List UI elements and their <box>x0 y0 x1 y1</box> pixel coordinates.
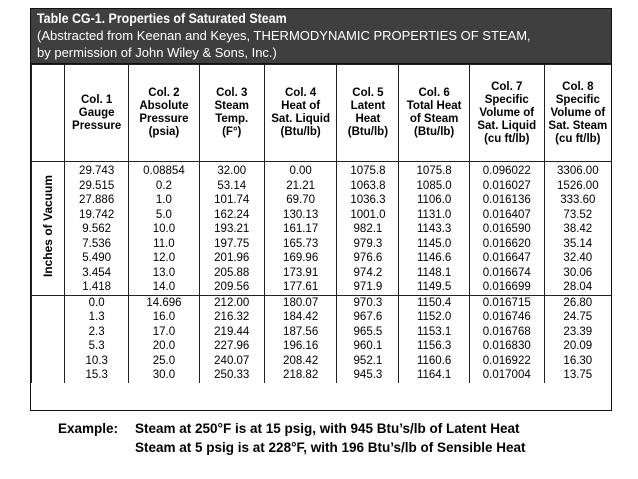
table-cell: 11.0 <box>129 237 199 252</box>
header-row <box>32 65 612 162</box>
table-cell: 0.00 <box>264 162 337 179</box>
table-cell: 0.096022 <box>469 162 544 179</box>
table-cell: 169.96 <box>264 251 337 266</box>
table-cell: 193.21 <box>199 222 264 237</box>
table-cell: 30.0 <box>129 368 199 383</box>
table-cell: 187.56 <box>264 325 337 340</box>
table-cell: 10.3 <box>65 354 129 369</box>
table-cell: 0.016922 <box>469 354 544 369</box>
table-cell: 0.2 <box>129 179 199 194</box>
example-label-spacer <box>58 438 135 457</box>
table-cell: 162.24 <box>199 208 264 223</box>
table-cell: 25.0 <box>129 354 199 369</box>
table-cell: 23.39 <box>544 325 611 340</box>
steam-table-document <box>30 8 612 411</box>
table-cell: 196.16 <box>264 339 337 354</box>
table-cell: 212.00 <box>199 295 264 310</box>
table-cell: 216.32 <box>199 310 264 325</box>
table-cell: 1148.1 <box>399 266 469 281</box>
table-cell: 1526.00 <box>544 179 611 194</box>
table-title: Table CG-1. Properties of Saturated Steam <box>37 11 287 26</box>
table-cell: 38.42 <box>544 222 611 237</box>
table-row <box>32 325 612 340</box>
table-cell: 1001.0 <box>337 208 399 223</box>
table-row <box>32 193 612 208</box>
table-cell: 16.30 <box>544 354 611 369</box>
table-cell: 1143.3 <box>399 222 469 237</box>
table-cell: 0.017004 <box>469 368 544 383</box>
table-cell: 24.75 <box>544 310 611 325</box>
table-cell: 7.536 <box>65 237 129 252</box>
table-cell: 208.42 <box>264 354 337 369</box>
table-cell: 1.0 <box>129 193 199 208</box>
table-cell: 1152.0 <box>399 310 469 325</box>
steam-properties-table <box>31 64 612 383</box>
table-cell: 979.3 <box>337 237 399 252</box>
table-cell: 1.3 <box>65 310 129 325</box>
table-cell: 10.0 <box>129 222 199 237</box>
example-row-1 <box>58 419 526 438</box>
table-cell: 13.75 <box>544 368 611 383</box>
table-cell: 161.17 <box>264 222 337 237</box>
table-cell: 0.016647 <box>469 251 544 266</box>
table-cell: 0.0 <box>65 295 129 310</box>
header-col-3: Col. 3 Steam Temp. (F°) <box>199 65 264 162</box>
example-label: Example: <box>58 421 119 436</box>
table-cell: 32.40 <box>544 251 611 266</box>
table-subtitle-line-1: (Abstracted from Keenan and Keyes, THERMODYNAMIC PROPERTIES OF STEAM, <box>37 28 531 43</box>
table-cell: 0.016830 <box>469 339 544 354</box>
header-col-6: Col. 6 Total Heat of Steam (Btu/lb) <box>399 65 469 162</box>
table-cell: 130.13 <box>264 208 337 223</box>
vacuum-side-label-cell <box>32 162 65 296</box>
table-cell: 952.1 <box>337 354 399 369</box>
table-cell: 0.016620 <box>469 237 544 252</box>
header-col-5: Col. 5 Latent Heat (Btu/lb) <box>337 65 399 162</box>
table-cell: 976.6 <box>337 251 399 266</box>
table-cell: 2.3 <box>65 325 129 340</box>
example-row-2 <box>58 438 526 457</box>
table-cell: 12.0 <box>129 251 199 266</box>
table-row <box>32 354 612 369</box>
table-row <box>32 266 612 281</box>
table-cell: 5.490 <box>65 251 129 266</box>
table-cell: 173.91 <box>264 266 337 281</box>
table-cell: 184.42 <box>264 310 337 325</box>
header-col-4: Col. 4 Heat of Sat. Liquid (Btu/lb) <box>264 65 337 162</box>
table-cell: 1075.8 <box>399 162 469 179</box>
table-cell: 17.0 <box>129 325 199 340</box>
table-cell: 1036.3 <box>337 193 399 208</box>
table-title-box <box>31 9 611 64</box>
table-subtitle-line-2: by permission of John Wiley & Sons, Inc.) <box>37 45 277 60</box>
table-cell: 14.0 <box>129 280 199 295</box>
table-cell: 945.3 <box>337 368 399 383</box>
table-cell: 0.016768 <box>469 325 544 340</box>
table-cell: 197.75 <box>199 237 264 252</box>
table-cell: 101.74 <box>199 193 264 208</box>
table-cell: 209.56 <box>199 280 264 295</box>
table-cell: 29.515 <box>65 179 129 194</box>
example-line-2: Steam at 5 psig is at 228°F, with 196 Btu’s/lb of Sensible Heat <box>135 440 526 455</box>
table-cell: 0.016027 <box>469 179 544 194</box>
table-row <box>32 162 612 179</box>
table-cell: 1085.0 <box>399 179 469 194</box>
table-cell: 1164.1 <box>399 368 469 383</box>
table-cell: 974.2 <box>337 266 399 281</box>
table-cell: 1075.8 <box>337 162 399 179</box>
table-cell: 250.33 <box>199 368 264 383</box>
table-cell: 0.016590 <box>469 222 544 237</box>
table-cell: 218.82 <box>264 368 337 383</box>
header-col-7: Col. 7 Specific Volume of Sat. Liquid (cu ft/lb) <box>469 65 544 162</box>
table-cell: 965.5 <box>337 325 399 340</box>
table-cell: 240.07 <box>199 354 264 369</box>
table-cell: 205.88 <box>199 266 264 281</box>
table-cell: 20.0 <box>129 339 199 354</box>
table-cell: 3306.00 <box>544 162 611 179</box>
table-cell: 1146.6 <box>399 251 469 266</box>
table-row <box>32 179 612 194</box>
table-cell: 1131.0 <box>399 208 469 223</box>
table-cell: 180.07 <box>264 295 337 310</box>
header-col-1: Col. 1 Gauge Pressure <box>65 65 129 162</box>
table-row <box>32 208 612 223</box>
example-note <box>58 419 526 457</box>
table-row <box>32 251 612 266</box>
table-cell: 970.3 <box>337 295 399 310</box>
table-cell: 28.04 <box>544 280 611 295</box>
table-cell: 1150.4 <box>399 295 469 310</box>
table-row <box>32 280 612 295</box>
table-cell: 29.743 <box>65 162 129 179</box>
table-cell: 1063.8 <box>337 179 399 194</box>
table-cell: 960.1 <box>337 339 399 354</box>
table-cell: 201.96 <box>199 251 264 266</box>
table-row <box>32 237 612 252</box>
table-cell: 177.61 <box>264 280 337 295</box>
table-row <box>32 368 612 383</box>
table-cell: 333.60 <box>544 193 611 208</box>
table-cell: 27.886 <box>65 193 129 208</box>
table-cell: 13.0 <box>129 266 199 281</box>
table-cell: 1153.1 <box>399 325 469 340</box>
table-body <box>32 162 612 383</box>
table-cell: 1.418 <box>65 280 129 295</box>
table-cell: 0.016715 <box>469 295 544 310</box>
table-cell: 5.0 <box>129 208 199 223</box>
example-line-1: Steam at 250°F is at 15 psig, with 945 Btu’s/lb of Latent Heat <box>135 421 520 436</box>
table-cell: 971.9 <box>337 280 399 295</box>
table-cell: 73.52 <box>544 208 611 223</box>
table-cell: 53.14 <box>199 179 264 194</box>
table-cell: 30.06 <box>544 266 611 281</box>
table-cell: 0.016746 <box>469 310 544 325</box>
table-row <box>32 222 612 237</box>
table-row <box>32 310 612 325</box>
table-cell: 1145.0 <box>399 237 469 252</box>
table-cell: 982.1 <box>337 222 399 237</box>
table-cell: 3.454 <box>65 266 129 281</box>
header-col-2: Col. 2 Absolute Pressure (psia) <box>129 65 199 162</box>
table-cell: 32.00 <box>199 162 264 179</box>
table-cell: 35.14 <box>544 237 611 252</box>
table-cell: 21.21 <box>264 179 337 194</box>
table-cell: 15.3 <box>65 368 129 383</box>
table-cell: 1156.3 <box>399 339 469 354</box>
table-cell: 227.96 <box>199 339 264 354</box>
table-cell: 0.016407 <box>469 208 544 223</box>
table-cell: 165.73 <box>264 237 337 252</box>
table-cell: 1160.6 <box>399 354 469 369</box>
table-cell: 20.09 <box>544 339 611 354</box>
table-cell: 219.44 <box>199 325 264 340</box>
table-cell: 0.016136 <box>469 193 544 208</box>
table-cell: 1149.5 <box>399 280 469 295</box>
table-cell: 0.016699 <box>469 280 544 295</box>
table-cell: 9.562 <box>65 222 129 237</box>
table-cell: 5.3 <box>65 339 129 354</box>
table-cell: 16.0 <box>129 310 199 325</box>
header-col-8: Col. 8 Specific Volume of Sat. Steam (cu ft/lb) <box>544 65 611 162</box>
table-cell: 69.70 <box>264 193 337 208</box>
table-cell: 1106.0 <box>399 193 469 208</box>
table-cell: 14.696 <box>129 295 199 310</box>
pressure-side-cell <box>32 295 65 383</box>
table-cell: 967.6 <box>337 310 399 325</box>
table-cell: 0.016674 <box>469 266 544 281</box>
table-row <box>32 295 612 310</box>
table-cell: 19.742 <box>65 208 129 223</box>
table-row <box>32 339 612 354</box>
table-cell: 26.80 <box>544 295 611 310</box>
header-corner <box>32 65 65 162</box>
table-cell: 0.08854 <box>129 162 199 179</box>
inches-of-vacuum-label: Inches of Vacuum <box>41 174 56 277</box>
